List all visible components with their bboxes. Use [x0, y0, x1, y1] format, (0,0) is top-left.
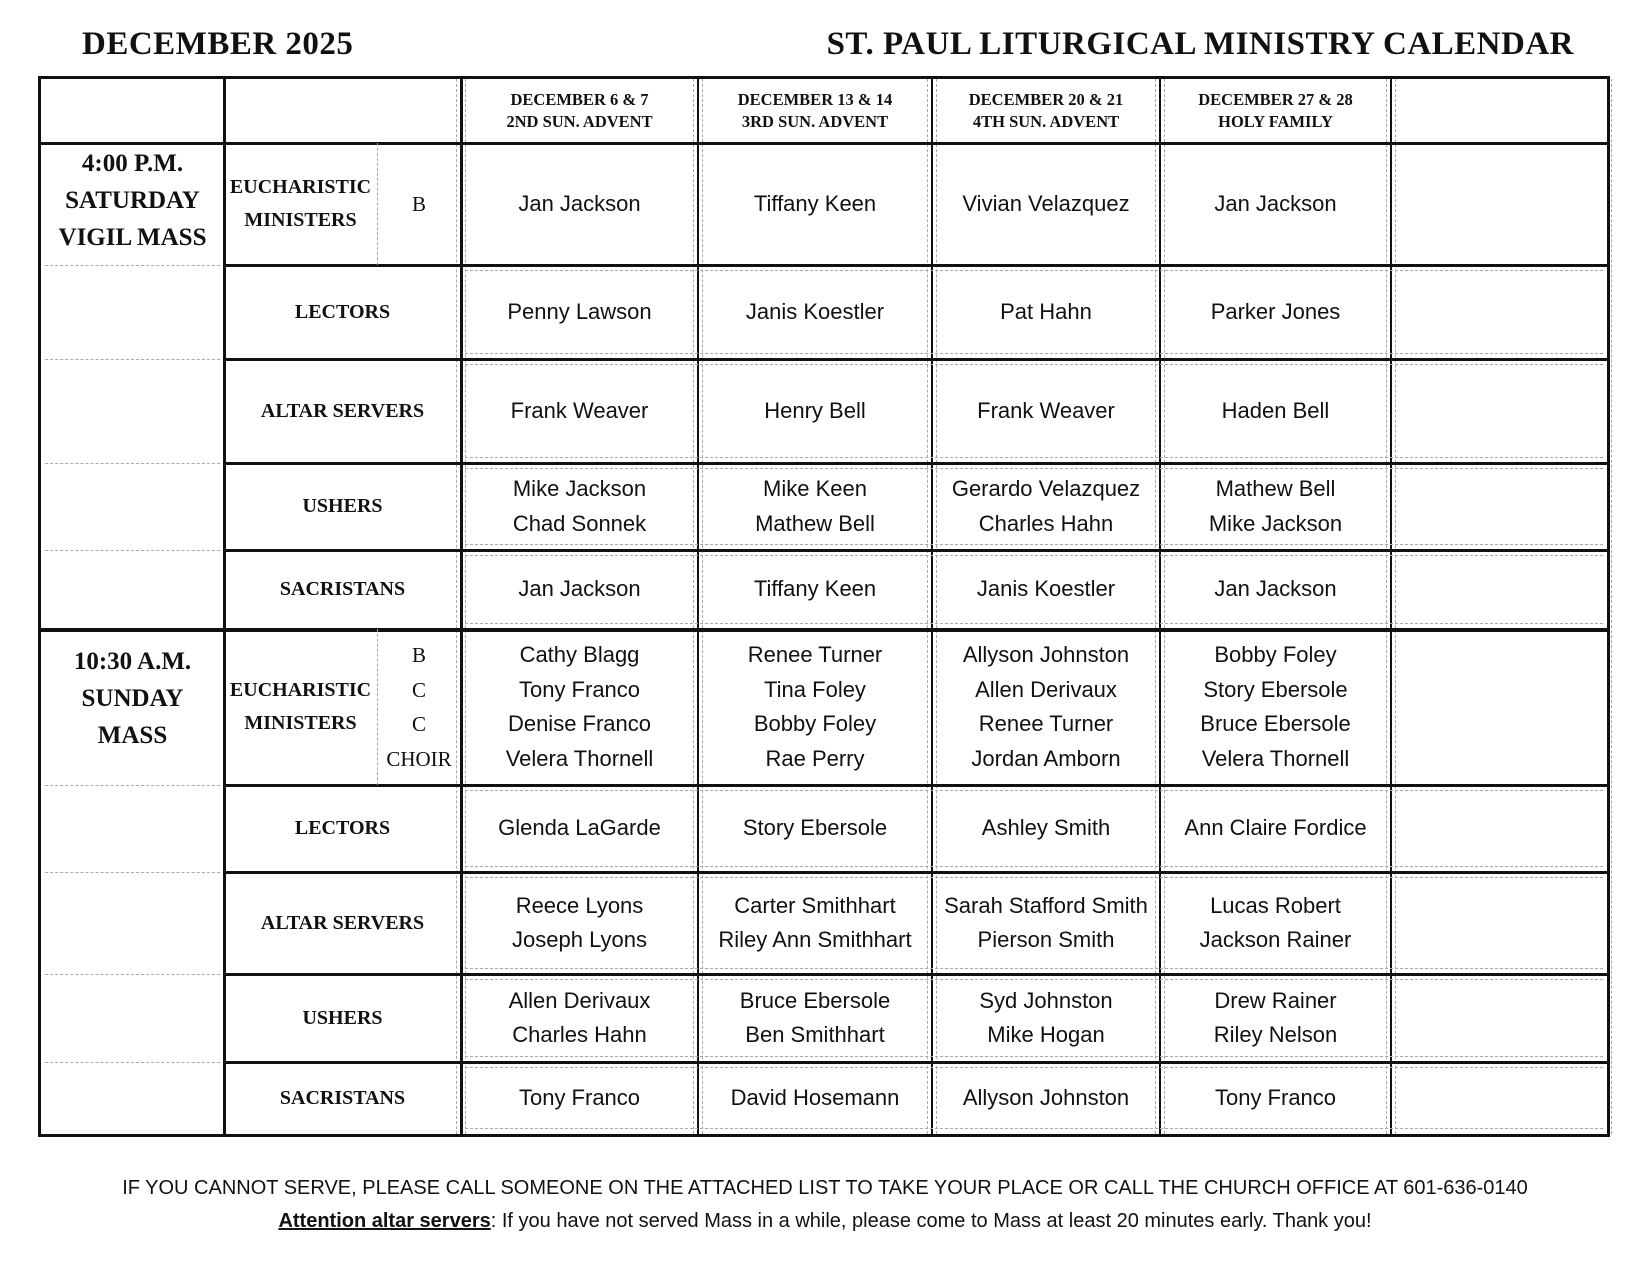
role-label-line: MINISTERS	[244, 712, 357, 734]
volunteer-name: Bobby Foley	[753, 711, 877, 736]
sacristans-cell	[1160, 1062, 1391, 1134]
row-divider-dashed	[45, 550, 220, 551]
role-label-line: SACRISTANS	[279, 578, 406, 600]
volunteer-name: Sarah Stafford Smith	[944, 892, 1148, 918]
lectors-cell	[698, 265, 932, 359]
volunteer-name: Pierson Smith	[977, 927, 1115, 952]
volunteer-name: Jordan Amborn	[971, 745, 1121, 771]
calendar-month: DECEMBER 2025	[82, 26, 354, 62]
altar-servers-cell	[932, 872, 1160, 974]
volunteer-name: Tiffany Keen	[753, 190, 877, 216]
ushers-cell	[1160, 974, 1391, 1062]
role-label-lectors	[224, 785, 461, 872]
volunteer-name: Denise Franco	[507, 711, 652, 736]
volunteer-name: Frank Weaver	[510, 397, 649, 423]
lectors-cell	[698, 785, 932, 872]
ushers-cell	[461, 463, 698, 550]
volunteer-name: Mathew Bell	[755, 510, 875, 536]
empty-cell	[1391, 785, 1607, 872]
ushers-cell	[461, 974, 698, 1062]
saturday-vigil-label	[41, 143, 224, 265]
sacristans-cell	[932, 1062, 1160, 1134]
role-label-line: USHERS	[302, 495, 383, 517]
volunteer-name: Jan Jackson	[1214, 190, 1337, 216]
week-dates: DECEMBER 20 & 21	[968, 90, 1124, 109]
mass-label-line: SATURDAY	[65, 187, 200, 214]
sunday-mass-label	[41, 629, 224, 785]
volunteer-name: Story Ebersole	[742, 815, 888, 841]
mass-label-line: SUNDAY	[81, 685, 184, 712]
role-label-line: USHERS	[302, 1006, 383, 1029]
volunteer-name: Rae Perry	[765, 745, 865, 771]
lectors-cell	[1160, 265, 1391, 359]
role-label-sacristans	[224, 550, 461, 629]
volunteer-name: Janis Koestler	[745, 298, 885, 324]
footer-notice: IF YOU CANNOT SERVE, PLEASE CALL SOMEONE ON THE ATTACHED LIST TO TAKE YOUR PLACE OR CALL THE CHURCH OFFICE AT 601-636-0140	[122, 1177, 1528, 1199]
volunteer-name: Tiffany Keen	[753, 576, 877, 602]
eucharistic-ministers-cell	[932, 629, 1160, 785]
row-divider-dashed	[45, 785, 220, 786]
assignment-mark: C	[411, 677, 426, 702]
volunteer-name: Mike Hogan	[987, 1022, 1105, 1047]
volunteer-name: Glenda LaGarde	[498, 815, 661, 841]
mass-label-line: MASS	[97, 722, 168, 749]
volunteer-name: Renee Turner	[978, 711, 1114, 736]
volunteer-name: Ann Claire Fordice	[1184, 815, 1367, 841]
week-feast: HOLY FAMILY	[1218, 112, 1333, 131]
volunteer-name: Bruce Ebersole	[1200, 711, 1351, 736]
altar-servers-cell	[932, 359, 1160, 463]
eucharistic-ministers-cell	[461, 143, 698, 265]
altar-servers-cell	[1160, 359, 1391, 463]
eucharistic-ministers-cell	[1160, 629, 1391, 785]
volunteer-name: Mike Jackson	[1208, 510, 1343, 536]
eucharistic-ministers-cell	[1160, 143, 1391, 265]
empty-cell	[1391, 550, 1607, 629]
volunteer-name: Velera Thornell	[1201, 745, 1350, 771]
role-label-line: EUCHARISTIC	[229, 679, 372, 701]
role-label-lectors	[224, 265, 461, 359]
week-header	[932, 79, 1160, 143]
altar-servers-cell	[461, 872, 698, 974]
volunteer-name: Joseph Lyons	[512, 927, 647, 952]
empty-cell	[1391, 463, 1607, 550]
volunteer-name: Frank Weaver	[977, 397, 1115, 423]
volunteer-name: Jackson Rainer	[1199, 927, 1352, 952]
volunteer-name: Allen Derivaux	[508, 987, 651, 1013]
role-label-ushers	[224, 463, 461, 550]
eucharistic-ministers-cell	[932, 143, 1160, 265]
footer-attention	[0, 1210, 1650, 1233]
sacristans-cell	[1160, 550, 1391, 629]
sacristans-cell	[698, 550, 932, 629]
lectors-cell	[1160, 785, 1391, 872]
volunteer-name: Mathew Bell	[1215, 476, 1336, 501]
volunteer-name: Charles Hahn	[978, 510, 1114, 536]
week-feast: 4TH SUN. ADVENT	[972, 112, 1120, 131]
role-label-line: SACRISTANS	[279, 1086, 406, 1109]
empty-cell	[1391, 143, 1607, 265]
assignment-mark: B	[411, 191, 426, 216]
assignment-marks	[377, 143, 461, 265]
volunteer-name: Jan Jackson	[518, 190, 641, 216]
volunteer-name: Jan Jackson	[1214, 576, 1337, 602]
ministry-calendar-table	[38, 76, 1610, 1137]
altar-servers-cell	[698, 359, 932, 463]
volunteer-name: Cathy Blagg	[519, 642, 640, 667]
volunteer-name: Tony Franco	[518, 676, 641, 702]
sacristans-cell	[461, 1062, 698, 1134]
week-dates: DECEMBER 6 & 7	[510, 90, 649, 109]
week-feast: 3RD SUN. ADVENT	[741, 112, 889, 131]
volunteer-name: Allyson Johnston	[962, 1084, 1130, 1110]
week-header	[461, 79, 698, 143]
assignment-mark: CHOIR	[386, 746, 452, 771]
attention-label: Attention altar servers	[278, 1210, 491, 1232]
mass-label-line: 10:30 A.M.	[73, 648, 192, 675]
lectors-cell	[461, 785, 698, 872]
volunteer-name: Riley Nelson	[1213, 1022, 1338, 1047]
role-label-line: ALTAR SERVERS	[260, 911, 425, 934]
empty-cell	[1391, 974, 1607, 1062]
volunteer-name: Tina Foley	[764, 676, 866, 702]
lectors-cell	[932, 785, 1160, 872]
altar-servers-cell	[698, 872, 932, 974]
week-header	[1160, 79, 1391, 143]
volunteer-name: Charles Hahn	[512, 1022, 647, 1047]
volunteer-name: Pat Hahn	[1000, 298, 1092, 324]
lectors-cell	[461, 265, 698, 359]
volunteer-name: Vivian Velazquez	[962, 190, 1130, 216]
mass-label-line: 4:00 P.M.	[81, 150, 184, 177]
volunteer-name: Bobby Foley	[1214, 642, 1337, 667]
volunteer-name: Jan Jackson	[518, 576, 641, 602]
eucharistic-ministers-cell	[698, 629, 932, 785]
role-label-line: LECTORS	[294, 300, 391, 323]
week-dates: DECEMBER 27 & 28	[1198, 90, 1353, 109]
role-label-eucharistic-ministers	[224, 629, 377, 785]
altar-servers-cell	[461, 359, 698, 463]
empty-cell	[1391, 359, 1607, 463]
eucharistic-ministers-cell	[698, 143, 932, 265]
volunteer-name: Ashley Smith	[981, 815, 1111, 841]
volunteer-name: Penny Lawson	[507, 298, 652, 324]
empty-cell	[1391, 629, 1607, 785]
volunteer-name: Renee Turner	[747, 642, 883, 667]
assignment-mark: B	[411, 643, 426, 667]
ushers-cell	[698, 463, 932, 550]
role-label-sacristans	[224, 1062, 461, 1134]
ushers-cell	[1160, 463, 1391, 550]
ushers-cell	[932, 974, 1160, 1062]
role-label-ushers	[224, 974, 461, 1062]
attention-text: : If you have not served Mass in a while, please come to Mass at least 20 minutes early. Thank you!	[490, 1210, 1372, 1232]
role-label-line: LECTORS	[294, 817, 391, 839]
calendar-title: ST. PAUL LITURGICAL MINISTRY CALENDAR	[826, 26, 1574, 62]
empty-cell	[1391, 1062, 1607, 1134]
assignment-marks	[377, 629, 461, 785]
volunteer-name: Mike Jackson	[512, 476, 647, 501]
volunteer-name: David Hosemann	[730, 1084, 900, 1110]
sacristans-cell	[461, 550, 698, 629]
empty-cell	[1391, 872, 1607, 974]
volunteer-name: Janis Koestler	[976, 576, 1116, 602]
role-label-eucharistic-ministers	[224, 143, 377, 265]
lectors-cell	[932, 265, 1160, 359]
volunteer-name: Allyson Johnston	[962, 642, 1130, 667]
volunteer-name: Allen Derivaux	[975, 676, 1117, 702]
volunteer-name: Carter Smithhart	[734, 892, 896, 918]
eucharistic-ministers-cell	[461, 629, 698, 785]
volunteer-name: Tony Franco	[1214, 1084, 1337, 1110]
role-label-line: ALTAR SERVERS	[260, 399, 425, 422]
empty-cell	[1391, 265, 1607, 359]
role-label-altar-servers	[224, 872, 461, 974]
mass-label-line: VIGIL MASS	[58, 224, 207, 251]
altar-servers-cell	[1160, 872, 1391, 974]
volunteer-name: Ben Smithhart	[745, 1022, 885, 1047]
role-label-line: EUCHARISTIC	[229, 176, 372, 198]
volunteer-name: Riley Ann Smithhart	[718, 927, 912, 952]
sacristans-cell	[698, 1062, 932, 1134]
role-label-line: MINISTERS	[244, 209, 357, 231]
volunteer-name: Henry Bell	[764, 397, 866, 423]
ushers-cell	[698, 974, 932, 1062]
volunteer-name: Drew Rainer	[1214, 987, 1337, 1013]
row-divider-dashed	[45, 1062, 220, 1063]
row-divider-dashed	[45, 872, 220, 873]
assignment-mark: C	[411, 712, 426, 736]
volunteer-name: Velera Thornell	[505, 745, 654, 771]
volunteer-name: Haden Bell	[1221, 397, 1330, 423]
row-divider-dashed	[45, 265, 220, 266]
volunteer-name: Tony Franco	[518, 1084, 641, 1110]
volunteer-name: Syd Johnston	[979, 987, 1113, 1013]
volunteer-name: Mike Keen	[763, 476, 867, 501]
row-divider-dashed	[45, 359, 220, 360]
volunteer-name: Gerardo Velazquez	[951, 476, 1141, 501]
week-dates: DECEMBER 13 & 14	[737, 90, 893, 109]
week-header	[698, 79, 932, 143]
row-divider-dashed	[45, 463, 220, 464]
volunteer-name: Reece Lyons	[515, 892, 644, 918]
volunteer-name: Parker Jones	[1210, 298, 1341, 324]
row-divider-dashed	[45, 974, 220, 975]
column-divider-dashed	[1611, 79, 1612, 1134]
week-feast: 2ND SUN. ADVENT	[506, 112, 653, 131]
volunteer-name: Bruce Ebersole	[739, 987, 891, 1013]
volunteer-name: Chad Sonnek	[512, 510, 647, 536]
volunteer-name: Story Ebersole	[1203, 676, 1348, 702]
sacristans-cell	[932, 550, 1160, 629]
volunteer-name: Lucas Robert	[1210, 892, 1341, 918]
ushers-cell	[932, 463, 1160, 550]
role-label-altar-servers	[224, 359, 461, 463]
